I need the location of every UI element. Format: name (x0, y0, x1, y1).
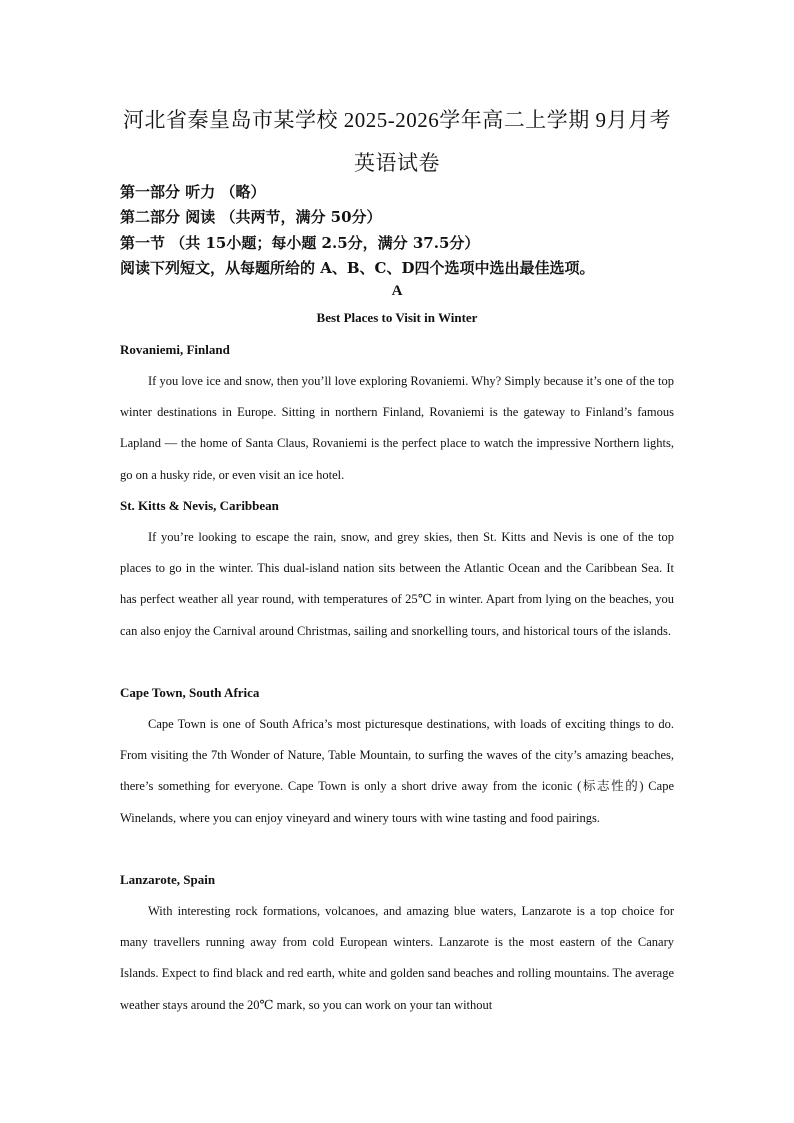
destination-text-st-kitts: If you’re looking to escape the rain, snow, and grey skies, then St. Kitts and Nevis is one of the top places to go in the winter. This dual-island nation sits between the Atlantic Ocean and the Caribbean Sea. It has perfect weather all year round, with temperatures of 25℃ in winter. Apart from lying on the beaches, you can also enjoy the Carnival around Christmas, sailing and snorkelling tours, and historical tours of the islands. (120, 530, 674, 638)
passage-title: Best Places to Visit in Winter (316, 310, 478, 325)
destination-heading-cape-town: Cape Town, South Africa (120, 685, 260, 700)
reading-instruction: 阅读下列短文，从每题所给的 A、B、C、D四个选项中选出最佳选项。 (120, 259, 595, 277)
part-two-heading: 第二部分 阅读 （共两节，满分 50分） (120, 208, 382, 226)
destination-heading-lanzarote: Lanzarote, Spain (120, 872, 216, 887)
section-one-heading: 第一节 （共 15小题；每小题 2.5分，满分 37.5分） (120, 234, 480, 252)
destination-text-cape-town: Cape Town is one of South Africa’s most picturesque destinations, with loads of exciting things to do. From visiting the 7th Wonder of Nature, Table Mountain, to surfing the waves of the city’s amazing beaches, there’s something for everyone. Cape Town is only a short drive away from the iconic (标志性的) Cape Winelands, where you can enjoy vineyard and winery tours with wine tasting and food pairings. (120, 717, 674, 825)
destination-heading-st-kitts: St. Kitts & Nevis, Caribbean (120, 498, 279, 513)
exam-title: 河北省秦皇岛市某学校 2025-2026学年高二上学期 9月月考 (123, 108, 671, 132)
destination-text-lanzarote: With interesting rock formations, volcanoes, and amazing blue waters, Lanzarote is a top choice for many travellers running away from cold European winters. Lanzarote is the most eastern of the Canary Islands. Expect to find black and red earth, white and golden sand beaches and rolling mountains. The average weather stays around the 20℃ mark, so you can work on your tan without (120, 904, 674, 1012)
exam-subject: 英语试卷 (354, 151, 440, 175)
destination-text-rovaniemi: If you love ice and snow, then you’ll love exploring Rovaniemi. Why? Simply because it’s one of the top winter destinations in Europe. Sitting in northern Finland, Rovaniemi is the gateway to Finland’s famous Lapland — the home of Santa Claus, Rovaniemi is the perfect place to watch the impressive Northern lights, go on a husky ride, or even visit an ice hotel. (120, 374, 674, 482)
part-one-heading: 第一部分 听力 （略） (120, 183, 266, 201)
destination-heading-rovaniemi: Rovaniemi, Finland (120, 342, 230, 357)
passage-letter: A (391, 283, 403, 299)
